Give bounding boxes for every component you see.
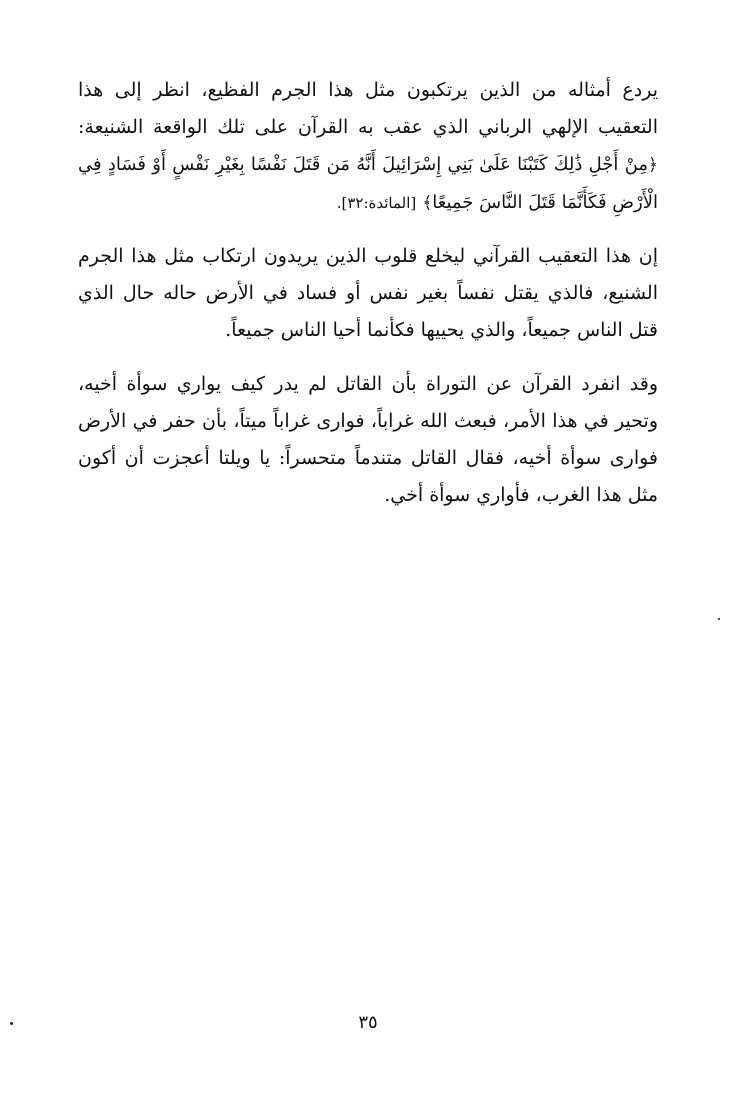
scan-speck: [718, 618, 720, 620]
paragraph-1-intro: يردع أمثاله من الذين يرتكبون مثل هذا الجرم الفظيع، انظر إلى هذا التعقيب الإلهي الرباني الذي عقب به القرآن على تلك الواقعة الشنيعة:: [78, 79, 658, 138]
quran-brace-close: ﴾: [422, 193, 433, 213]
page-number: ٣٥: [358, 1012, 378, 1033]
paragraph-1: [78, 72, 658, 222]
verse-reference: [المائدة:٣٢].: [336, 194, 417, 212]
paragraph-2: إن هذا التعقيب القرآني ليخلع قلوب الذين يريدون ارتكاب مثل هذا الجرم الشنيع، فالذي يقتل نفساً بغير نفس أو فساد في الأرض حاله حال الذي قتل الناس جميعاً، والذي يحييها فكأنما أحيا الناس جميعاً.: [78, 245, 658, 341]
quran-brace-open: ﴿: [648, 155, 658, 175]
paragraph-3: وقد انفرد القرآن عن التوراة بأن القاتل لم يدر كيف يواري سوأة أخيه، وتحير في هذا الأمر، فبعث الله غراباً، فوارى غراباً ميتاً، بأن حفر في الأرض فوارى سوأة أخيه، فقال القاتل متندماً متحسراً: يا ويلتا أعجزت أن أكون مثل هذا الغرب، فأواري سوأة أخي.: [78, 373, 658, 506]
quran-verse: مِنْ أَجْلِ ذَٰلِكَ كَتَبْنَا عَلَىٰ بَنِي إِسْرَائِيلَ أَنَّهُ مَن قَتَلَ نَفْسًا بِغَيْرِ نَفْسٍ أَوْ فَسَادٍ فِي الْأَرْضِ فَكَأَنَّمَا قَتَلَ النَّاسَ جَمِيعًا: [78, 154, 658, 213]
scan-speck: [10, 1022, 13, 1025]
